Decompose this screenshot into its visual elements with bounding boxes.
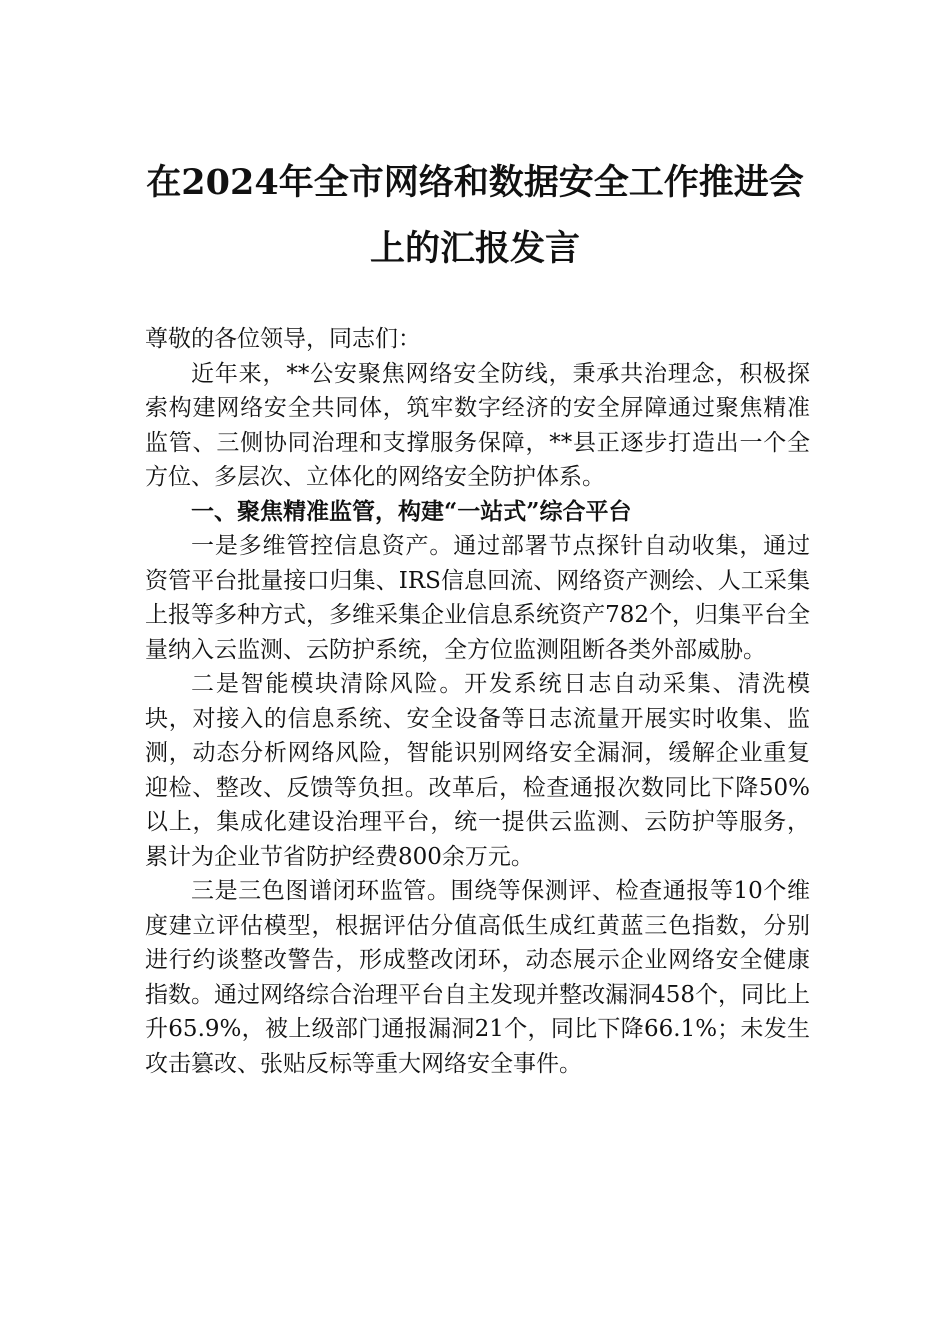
document-title-line-1: 在2024年全市网络和数据安全工作推进会 bbox=[146, 162, 804, 203]
paragraph-point-3: 三是三色图谱闭环监管。围绕等保测评、检查通报等10个维度建立评估模型，根据评估分值高低生成红黄蓝三色指数，分别进行约谈整改警告，形成整改闭环，动态展示企业网络安全健康指数。通过网络综合治理平台自主发现并整改漏洞458个，同比上升65.9%，被上级部门通报漏洞21个，同比下降66.1%；未发生攻击篡改、张贴反标等重大网络安全事件。 bbox=[145, 878, 810, 1077]
section-heading-1: 一、聚焦精准监管，构建“一站式”综合平台 bbox=[191, 497, 632, 525]
paragraph-point-1: 一是多维管控信息资产。通过部署节点探针自动收集，通过资管平台批量接口归集、IRS信息回流、网络资产测绘、人工采集上报等多种方式，多维采集企业信息系统资产782个，归集平台全量纳入云监测、云防护系统，全方位监测阻断各类外部威胁。 bbox=[145, 533, 810, 663]
paragraph-point-2: 二是智能模块清除风险。开发系统日志自动采集、清洗模块，对接入的信息系统、安全设备等日志流量开展实时收集、监测，动态分析网络风险，智能识别网络安全漏洞，缓解企业重复迎检、整改、反馈等负担。改革后，检查通报次数同比下降50%以上，集成化建设治理平台，统一提供云监测、云防护等服务，累计为企业节省防护经费800余万元。 bbox=[145, 671, 810, 870]
salutation: 尊敬的各位领导，同志们： bbox=[145, 326, 421, 352]
document-body bbox=[145, 322, 810, 1081]
paragraph-intro: 近年来，**公安聚焦网络安全防线，秉承共治理念，积极探索构建网络安全共同体，筑牢数字经济的安全屏障通过聚焦精准监管、三侧协同治理和支撑服务保障，**县正逐步打造出一个全方位、多层次、立体化的网络安全防护体系。 bbox=[145, 360, 810, 490]
document-title-line-2: 上的汇报发言 bbox=[369, 228, 580, 269]
